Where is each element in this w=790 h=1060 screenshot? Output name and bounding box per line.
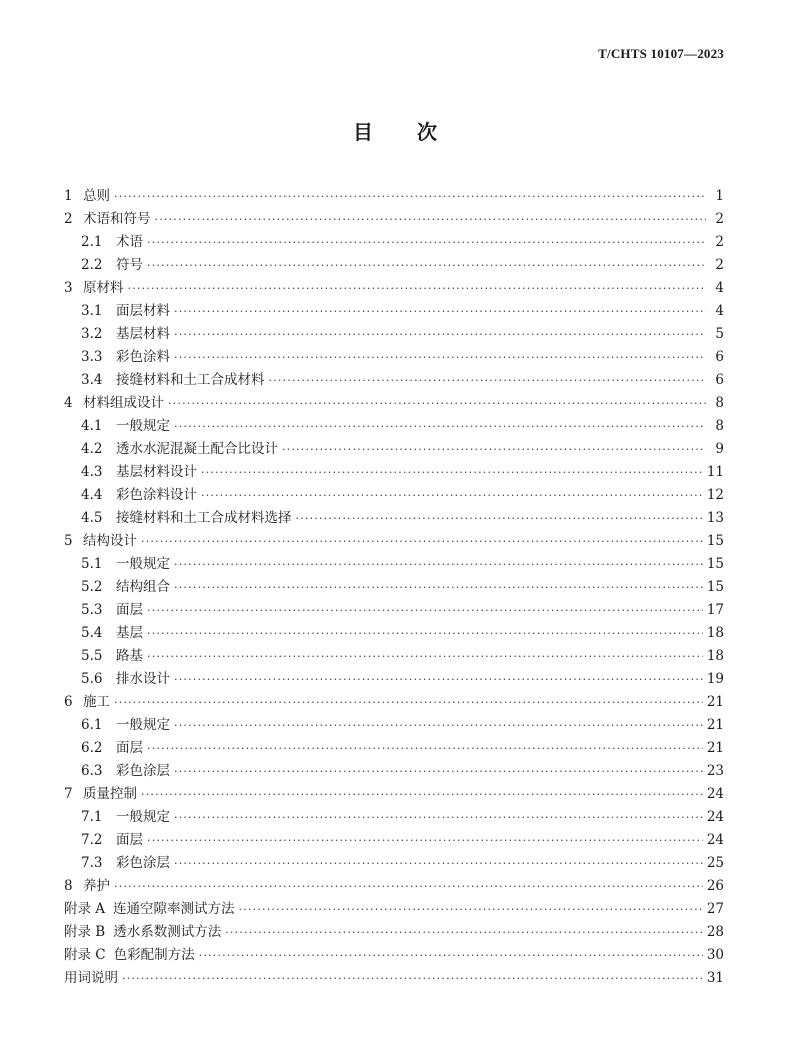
toc-entry-number: 2.1 (81, 234, 103, 250)
toc-entry-page: 21 (706, 694, 724, 710)
toc-entry-number: 5.1 (81, 556, 103, 572)
toc-entry-page: 18 (706, 648, 724, 664)
toc-entry-title: 符号 (116, 257, 143, 273)
toc-entry[interactable] (64, 553, 724, 576)
toc-entry-page: 19 (706, 671, 724, 687)
toc-entry-page: 2 (715, 257, 724, 273)
toc-entry[interactable] (64, 369, 724, 392)
toc-dot-leader (141, 530, 703, 553)
toc-dot-leader (147, 829, 703, 852)
toc-dot-leader (147, 622, 703, 645)
toc-entry-page: 6 (715, 349, 724, 365)
toc-entry-title: 透水系数测试方法 (113, 924, 222, 940)
toc-entry[interactable] (64, 300, 724, 323)
toc-entry-number: 2 (64, 211, 73, 227)
toc-entry-number: 7.2 (81, 832, 103, 848)
toc-dot-leader (168, 392, 706, 415)
toc-entry[interactable] (64, 231, 724, 254)
toc-entry[interactable] (64, 622, 724, 645)
toc-dot-leader (174, 806, 703, 829)
toc-entry[interactable] (64, 783, 724, 806)
toc-entry-title: 用词说明 (64, 970, 118, 986)
toc-entry-title: 基层 (116, 625, 143, 641)
toc-dot-leader (174, 668, 703, 691)
toc-entry-number: 附录 B (64, 924, 106, 940)
toc-entry-title: 色彩配制方法 (113, 947, 195, 963)
toc-entry-number: 7.1 (81, 809, 103, 825)
toc-dot-leader (155, 208, 707, 231)
toc-entry-number: 5 (64, 533, 73, 549)
toc-entry[interactable] (64, 185, 724, 208)
toc-entry-number: 3.1 (81, 303, 103, 319)
toc-entry[interactable] (64, 461, 724, 484)
toc-entry-title: 一般规定 (116, 556, 170, 572)
toc-entry[interactable] (64, 392, 724, 415)
toc-entry-title: 材料组成设计 (83, 395, 164, 411)
toc-entry-page: 18 (706, 625, 724, 641)
toc-entry[interactable] (64, 415, 724, 438)
toc-dot-leader (147, 254, 706, 277)
toc-dot-leader (174, 300, 706, 323)
toc-entry-page: 30 (706, 947, 724, 963)
toc-entry-title: 一般规定 (116, 717, 170, 733)
toc-entry-page: 17 (706, 602, 724, 618)
toc-entry-title: 排水设计 (116, 671, 170, 687)
toc-entry-page: 31 (706, 970, 724, 986)
toc-entry-title: 施工 (83, 694, 110, 710)
page-title: 目次 (353, 120, 481, 144)
toc-dot-leader (147, 231, 706, 254)
toc-dot-leader (114, 875, 703, 898)
toc-entry-title: 基层材料设计 (116, 464, 197, 480)
toc-entry-page: 8 (715, 418, 724, 434)
toc-dot-leader (114, 691, 703, 714)
toc-entry-page: 26 (706, 878, 724, 894)
toc-entry-page: 8 (715, 395, 724, 411)
toc-entry-title: 质量控制 (83, 786, 137, 802)
toc-entry[interactable] (64, 346, 724, 369)
toc-entry-page: 2 (715, 211, 724, 227)
toc-entry-page: 2 (715, 234, 724, 250)
toc-entry-title: 彩色涂层 (116, 763, 170, 779)
toc-dot-leader (174, 346, 706, 369)
toc-entry-title: 一般规定 (116, 809, 170, 825)
toc-entry-title: 一般规定 (116, 418, 170, 434)
toc-entry-number: 6.3 (81, 763, 103, 779)
toc-entry-number: 5.2 (81, 579, 103, 595)
toc-entry-number: 5.3 (81, 602, 103, 618)
toc-entry[interactable] (64, 714, 724, 737)
toc-entry-number: 4.3 (81, 464, 103, 480)
toc-dot-leader (147, 645, 703, 668)
toc-dot-leader (269, 369, 707, 392)
toc-dot-leader (239, 898, 703, 921)
toc-entry[interactable] (64, 599, 724, 622)
toc-entry-title: 面层 (116, 740, 143, 756)
toc-entry-number: 5.4 (81, 625, 103, 641)
toc-entry[interactable] (64, 691, 724, 714)
toc-entry[interactable] (64, 898, 724, 921)
toc-dot-leader (147, 599, 703, 622)
toc-dot-leader (201, 461, 703, 484)
toc-entry-page: 1 (715, 188, 724, 204)
toc-dot-leader (122, 967, 703, 990)
toc-entry-title: 面层材料 (116, 303, 170, 319)
toc-entry-page: 15 (706, 556, 724, 572)
toc-entry[interactable] (64, 806, 724, 829)
toc-entry-number: 4.2 (81, 441, 103, 457)
toc-entry-number: 附录 A (64, 901, 106, 917)
toc-entry-page: 4 (715, 280, 724, 296)
toc-entry-title: 面层 (116, 602, 143, 618)
toc-entry-page: 12 (706, 487, 724, 503)
toc-entry-page: 28 (706, 924, 724, 940)
toc-entry-title: 面层 (116, 832, 143, 848)
toc-entry-page: 9 (715, 441, 724, 457)
toc-entry-number: 7 (64, 786, 73, 802)
toc-entry[interactable] (64, 944, 724, 967)
toc-entry-number: 4.1 (81, 418, 103, 434)
toc-dot-leader (174, 760, 703, 783)
toc-dot-leader (174, 576, 703, 599)
toc-entry-title: 结构设计 (83, 533, 137, 549)
toc-entry-page: 15 (706, 533, 724, 549)
toc-entry-number: 7.3 (81, 855, 103, 871)
toc-dot-leader (141, 783, 703, 806)
toc-entry-title: 原材料 (83, 280, 124, 296)
toc-entry-title: 彩色涂料 (116, 349, 170, 365)
toc-entry-number: 5.6 (81, 671, 103, 687)
toc-entry[interactable] (64, 530, 724, 553)
toc-dot-leader (174, 553, 703, 576)
toc-entry-page: 21 (706, 717, 724, 733)
toc-entry-number: 3.3 (81, 349, 103, 365)
toc-entry-number: 4.4 (81, 487, 103, 503)
toc-entry-number: 1 (64, 188, 73, 204)
toc-dot-leader (174, 323, 706, 346)
toc-dot-leader (225, 921, 703, 944)
toc-entry[interactable] (64, 576, 724, 599)
toc-dot-leader (296, 507, 703, 530)
toc-entry-number: 8 (64, 878, 73, 894)
toc-entry-page: 25 (706, 855, 724, 871)
toc-entry[interactable] (64, 438, 724, 461)
toc-entry-title: 基层材料 (116, 326, 170, 342)
toc-entry-page: 21 (706, 740, 724, 756)
toc-entry-title: 路基 (116, 648, 143, 664)
table-of-contents (64, 185, 724, 990)
toc-dot-leader (201, 484, 703, 507)
toc-entry-page: 23 (706, 763, 724, 779)
toc-entry-page: 11 (706, 464, 724, 480)
toc-dot-leader (174, 714, 703, 737)
toc-entry[interactable] (64, 921, 724, 944)
toc-dot-leader (128, 277, 707, 300)
toc-entry-number: 3.2 (81, 326, 103, 342)
standard-code: T/CHTS 10107—2023 (598, 46, 724, 61)
toc-entry-page: 24 (706, 832, 724, 848)
toc-entry[interactable] (64, 737, 724, 760)
toc-entry-page: 24 (706, 786, 724, 802)
toc-dot-leader (282, 438, 706, 461)
toc-dot-leader (199, 944, 703, 967)
toc-entry-title: 接缝材料和土工合成材料选择 (116, 510, 292, 526)
toc-entry-title: 总则 (83, 188, 110, 204)
toc-entry[interactable] (64, 875, 724, 898)
toc-entry-number: 6.2 (81, 740, 103, 756)
toc-entry[interactable] (64, 852, 724, 875)
toc-entry-page: 27 (706, 901, 724, 917)
toc-entry[interactable] (64, 277, 724, 300)
toc-dot-leader (114, 185, 706, 208)
toc-entry[interactable] (64, 645, 724, 668)
toc-entry[interactable] (64, 829, 724, 852)
toc-entry[interactable] (64, 507, 724, 530)
toc-dot-leader (174, 415, 706, 438)
toc-dot-leader (147, 737, 703, 760)
toc-entry-number: 6 (64, 694, 73, 710)
toc-entry-title: 彩色涂层 (116, 855, 170, 871)
toc-entry-number: 3 (64, 280, 73, 296)
toc-entry-number: 5.5 (81, 648, 103, 664)
toc-entry-title: 术语 (116, 234, 143, 250)
toc-entry[interactable] (64, 668, 724, 691)
toc-entry[interactable] (64, 208, 724, 231)
toc-entry-title: 接缝材料和土工合成材料 (116, 372, 265, 388)
toc-entry-page: 4 (715, 303, 724, 319)
toc-entry-page: 15 (706, 579, 724, 595)
toc-entry[interactable] (64, 967, 724, 990)
toc-entry-title: 连通空隙率测试方法 (113, 901, 235, 917)
toc-entry-title: 术语和符号 (83, 211, 151, 227)
toc-entry[interactable] (64, 484, 724, 507)
toc-entry-number: 附录 C (64, 947, 106, 963)
toc-entry-title: 透水水泥混凝土配合比设计 (116, 441, 278, 457)
toc-entry-number: 4 (64, 395, 73, 411)
toc-dot-leader (174, 852, 703, 875)
toc-entry-page: 24 (706, 809, 724, 825)
toc-entry-number: 6.1 (81, 717, 103, 733)
toc-entry-number: 2.2 (81, 257, 103, 273)
toc-entry-title: 结构组合 (116, 579, 170, 595)
toc-entry-title: 彩色涂料设计 (116, 487, 197, 503)
toc-entry-page: 5 (715, 326, 724, 342)
toc-entry-page: 6 (715, 372, 724, 388)
toc-entry-number: 3.4 (81, 372, 103, 388)
toc-entry[interactable] (64, 323, 724, 346)
toc-entry[interactable] (64, 254, 724, 277)
toc-entry-title: 养护 (83, 878, 110, 894)
toc-entry[interactable] (64, 760, 724, 783)
toc-entry-page: 13 (706, 510, 724, 526)
toc-entry-number: 4.5 (81, 510, 103, 526)
